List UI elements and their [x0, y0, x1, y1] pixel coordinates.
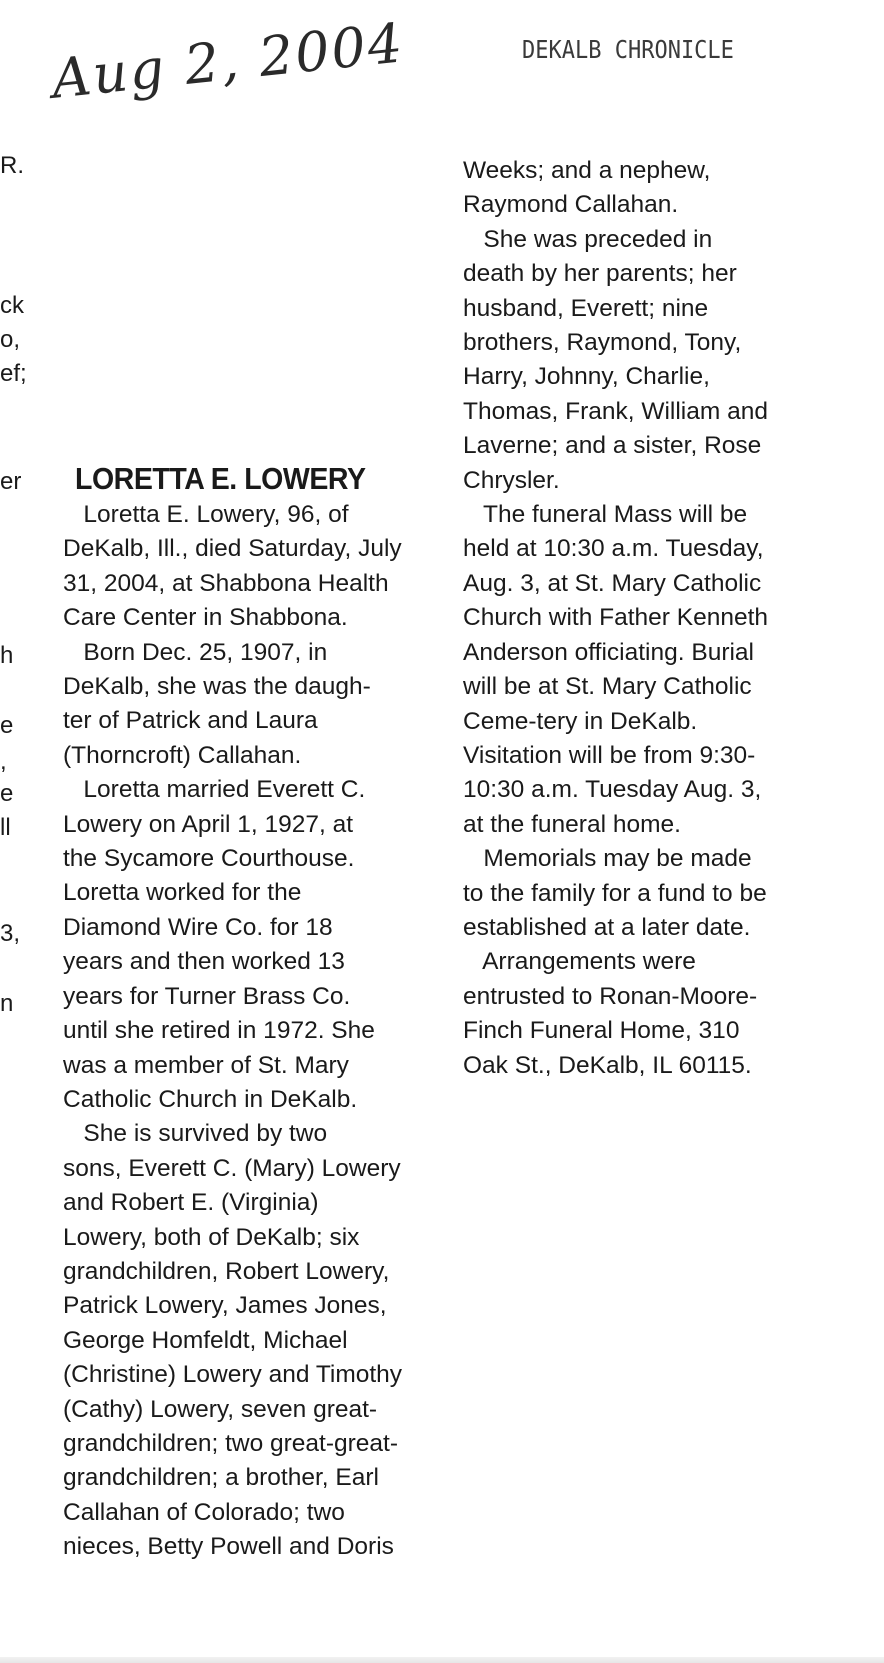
body-line: will be at St. Mary Catholic [463, 673, 752, 701]
body-line: DeKalb, Ill., died Saturday, July [63, 535, 402, 563]
fragment-text: er [0, 468, 22, 495]
body-line: Thomas, Frank, William and [463, 397, 768, 425]
body-line: the Sycamore Courthouse. [63, 845, 355, 873]
body-line: until she retired in 1972. She [63, 1017, 375, 1045]
body-line: Anderson officiating. Burial [463, 638, 754, 666]
body-line: nieces, Betty Powell and Doris [63, 1533, 394, 1561]
body-line: at the funeral home. [463, 810, 681, 838]
body-line: grandchildren, Robert Lowery, [63, 1257, 390, 1285]
body-line: Ceme-tery in DeKalb. [463, 707, 698, 735]
body-line: entrusted to Ronan-Moore- [463, 982, 758, 1010]
fragment-text: R. [0, 152, 24, 179]
body-line: established at a later date. [463, 913, 751, 941]
body-line: Catholic Church in DeKalb. [63, 1085, 358, 1113]
body-line: Aug. 3, at St. Mary Catholic [463, 569, 762, 597]
body-line: Loretta worked for the [63, 879, 302, 907]
body-line: (Christine) Lowery and Timothy [63, 1361, 403, 1389]
body-line: She was preceded in [463, 225, 713, 253]
body-line: Arrangements were [463, 948, 696, 976]
body-line: Born Dec. 25, 1907, in [63, 638, 328, 666]
obituary-right-column [463, 154, 863, 1083]
body-line: Church with Father Kenneth [463, 604, 769, 632]
body-line: years and then worked 13 [63, 948, 345, 976]
body-line: sons, Everett C. (Mary) Lowery [63, 1154, 401, 1182]
body-line: Finch Funeral Home, 310 [463, 1017, 740, 1045]
body-line: She is survived by two [63, 1120, 328, 1148]
body-line: Lowery, both of DeKalb; six [63, 1223, 360, 1251]
fragment-text: n [0, 990, 14, 1017]
body-line: brothers, Raymond, Tony, [463, 329, 742, 357]
body-line: Patrick Lowery, James Jones, [63, 1292, 387, 1320]
handwritten-date: Aug 2, 2004 [48, 11, 407, 111]
obituary-headline: LORETTA E. LOWERY [75, 461, 366, 496]
body-line: Lowery on April 1, 1927, at [63, 810, 354, 838]
fragment-text: ck [0, 292, 24, 319]
body-line: death by her parents; her [463, 260, 737, 288]
body-line: grandchildren; two great-great- [63, 1429, 399, 1457]
fragment-text: h [0, 642, 14, 669]
obituary-left-column [63, 460, 433, 1565]
right-column-body [463, 154, 863, 1083]
fragment-text: , [0, 748, 7, 775]
left-column-body [63, 498, 433, 1565]
body-line: The funeral Mass will be [463, 501, 748, 529]
body-line: 31, 2004, at Shabbona Health [63, 569, 389, 597]
body-line: held at 10:30 a.m. Tuesday, [463, 535, 764, 563]
body-line: Harry, Johnny, Charlie, [463, 363, 710, 391]
fragment-text: e [0, 780, 14, 807]
body-line: 10:30 a.m. Tuesday Aug. 3, [463, 776, 762, 804]
body-line: husband, Everett; nine [463, 294, 709, 322]
body-line: Laverne; and a sister, Rose [463, 432, 762, 460]
body-line: Loretta married Everett C. [63, 776, 366, 804]
body-line: Diamond Wire Co. for 18 [63, 913, 333, 941]
fragment-text: 3, [0, 920, 21, 947]
body-line: Memorials may be made [463, 845, 752, 873]
fragment-text: ll [0, 814, 11, 841]
body-line: Care Center in Shabbona. [63, 604, 348, 632]
body-line: Weeks; and a nephew, [463, 157, 711, 184]
body-line: grandchildren; a brother, Earl [63, 1464, 379, 1492]
fragment-text: e [0, 712, 14, 739]
body-line: ter of Patrick and Laura [63, 707, 318, 735]
body-line: and Robert E. (Virginia) [63, 1189, 319, 1217]
body-line: to the family for a fund to be [463, 879, 767, 907]
body-line: Oak St., DeKalb, IL 60115. [463, 1051, 752, 1079]
page-bottom-edge [0, 1657, 884, 1663]
body-line: George Homfeldt, Michael [63, 1326, 348, 1354]
body-line: (Thorncroft) Callahan. [63, 741, 302, 769]
body-line: (Cathy) Lowery, seven great- [63, 1395, 378, 1423]
body-line: Visitation will be from 9:30- [463, 741, 756, 769]
body-line: Callahan of Colorado; two [63, 1498, 345, 1526]
body-line: years for Turner Brass Co. [63, 982, 351, 1010]
fragment-text: o, [0, 326, 21, 353]
fragment-text: ef; [0, 360, 27, 387]
body-line: Raymond Callahan. [463, 191, 679, 219]
body-line: was a member of St. Mary [63, 1051, 349, 1079]
body-line: Loretta E. Lowery, 96, of [63, 501, 349, 528]
body-line: DeKalb, she was the daugh- [63, 673, 371, 701]
body-line: Chrysler. [463, 466, 560, 494]
newspaper-stamp: DEKALB CHRONICLE [522, 36, 734, 65]
